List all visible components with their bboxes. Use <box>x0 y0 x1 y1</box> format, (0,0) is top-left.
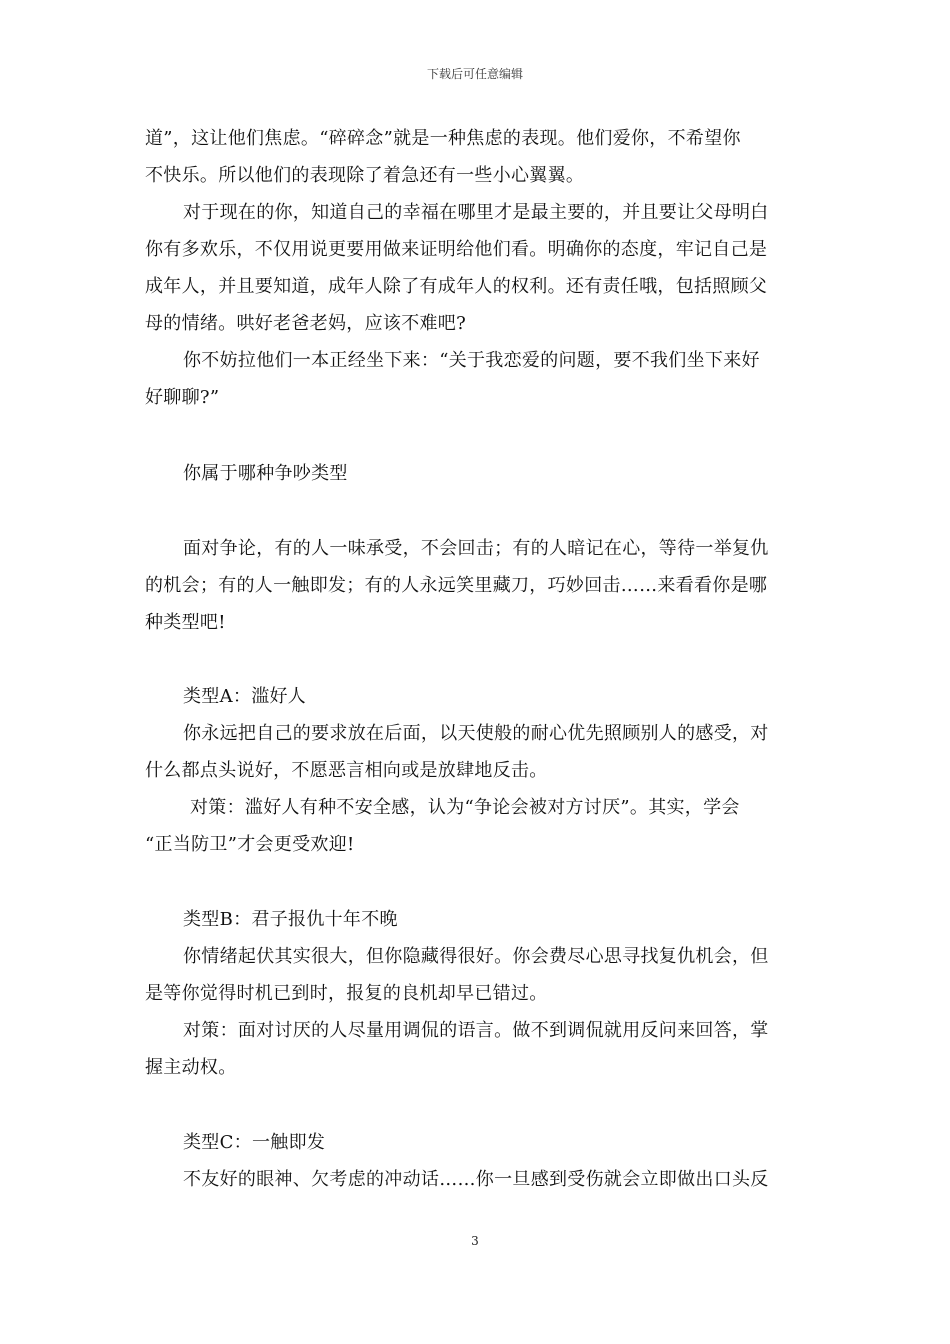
text-line: 的机会；有的人一触即发；有的人永远笑里藏刀，巧妙回击……来看看你是哪 <box>145 575 768 596</box>
text-line: 不友好的眼神、欠考虑的冲动话……你一旦感到受伤就会立即做出口头反 <box>183 1169 769 1190</box>
page-header: 下载后可任意编辑 <box>426 67 523 81</box>
text-line: 你不妨拉他们一本正经坐下来：“关于我恋爱的问题，要不我们坐下来好 <box>183 350 760 371</box>
text-line: 道”，这让他们焦虑。“碎碎念”就是一种焦虑的表现。他们爱你，不希望你 <box>145 128 741 149</box>
text-line: 母的情绪。哄好老爸老妈，应该不难吧? <box>145 313 467 334</box>
text-line: 不快乐。所以他们的表现除了着急还有一些小心翼翼。 <box>145 165 585 186</box>
type-b-heading: 类型B：君子报仇十年不晚 <box>183 909 398 930</box>
type-a-heading: 类型A：滥好人 <box>183 686 307 707</box>
section-heading: 你属于哪种争吵类型 <box>183 463 348 484</box>
text-line: 面对争论，有的人一味承受，不会回击；有的人暗记在心，等待一举复仇 <box>183 538 769 559</box>
text-line: 握主动权。 <box>145 1057 237 1078</box>
text-line: 你有多欢乐，不仅用说更要用做来证明给他们看。明确你的态度，牢记自己是 <box>145 239 768 260</box>
page-number: 3 <box>471 1234 479 1248</box>
text-line: 好聊聊?” <box>145 387 220 408</box>
text-line: 对策：滥好人有种不安全感，认为“争论会被对方讨厌”。其实，学会 <box>190 797 740 818</box>
text-line: 是等你觉得时机已到时，报复的良机却早已错过。 <box>145 983 548 1004</box>
text-line: 成年人，并且要知道，成年人除了有成年人的权利。还有责任哦，包括照顾父 <box>145 276 768 297</box>
text-line: 对策：面对讨厌的人尽量用调侃的语言。做不到调侃就用反问来回答，掌 <box>183 1020 769 1041</box>
text-line: 对于现在的你，知道自己的幸福在哪里才是最主要的，并且要让父母明白 <box>183 202 769 223</box>
text-line: 你情绪起伏其实很大，但你隐藏得很好。你会费尽心思寻找复仇机会，但 <box>183 946 769 967</box>
text-line: 什么都点头说好，不愿恶言相向或是放肆地反击。 <box>145 760 548 781</box>
type-c-heading: 类型C：一触即发 <box>183 1132 326 1153</box>
text-line: 你永远把自己的要求放在后面，以天使般的耐心优先照顾别人的感受，对 <box>183 723 769 744</box>
text-line: 种类型吧! <box>145 612 226 633</box>
text-line: “正当防卫”才会更受欢迎! <box>145 834 355 855</box>
